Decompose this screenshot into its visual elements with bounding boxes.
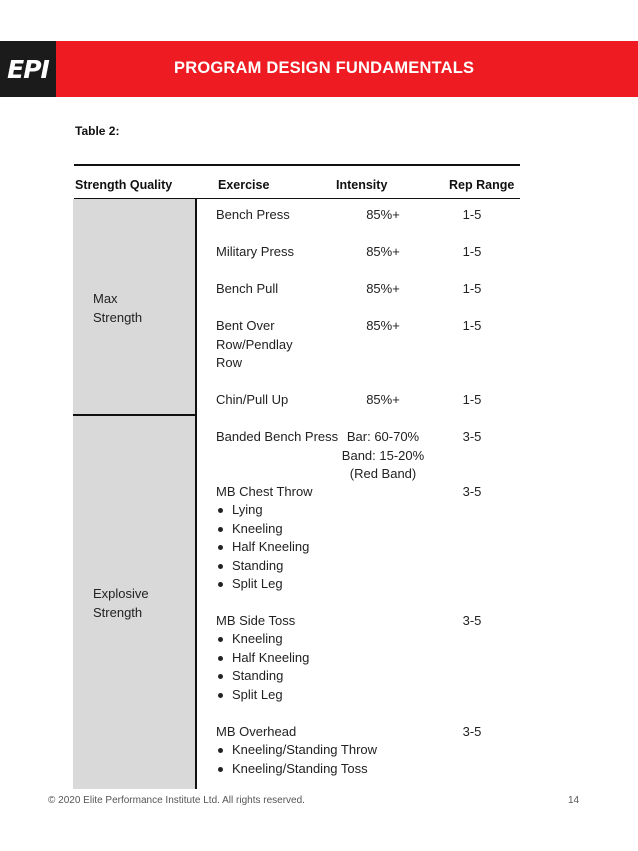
intensity-cell: 85%+	[366, 281, 400, 296]
intensity-cell	[337, 428, 429, 484]
intensity-line: Bar: 60-70%	[346, 429, 420, 444]
bullet-icon	[218, 508, 223, 513]
list-item-label: Split Leg	[232, 686, 283, 702]
group-separator	[73, 414, 197, 416]
epi-logo	[0, 41, 56, 97]
bullet-icon	[218, 748, 223, 753]
table-top-rule	[74, 164, 520, 166]
list-item-label: Standing	[232, 668, 284, 683]
exercise-cell: Bench Pull	[216, 281, 279, 296]
bullet-icon	[218, 564, 223, 569]
intensity-line: Band: 15-20%	[341, 447, 425, 463]
col-header-rep-range: Rep Range	[449, 178, 515, 192]
exercise-cell: MB Overhead	[216, 724, 297, 739]
bullet-list	[216, 501, 309, 594]
rep-range-cell: 3-5	[462, 429, 482, 444]
intensity-cell: 85%+	[366, 244, 400, 259]
list-item-label: Half Kneeling	[232, 539, 310, 554]
rep-range-cell: 3-5	[462, 484, 482, 499]
list-item-label: Kneeling/Standing Toss	[232, 760, 368, 776]
list-item	[216, 557, 309, 576]
list-item	[216, 630, 309, 649]
quality-label-max-strength	[93, 290, 142, 327]
exercise-line: Row	[216, 355, 243, 370]
col-header-exercise: Exercise	[218, 178, 270, 192]
list-item	[216, 760, 377, 779]
exercise-line: Row/Pendlay	[216, 336, 293, 352]
list-item-label: Half Kneeling	[232, 649, 310, 665]
list-item	[216, 686, 309, 705]
list-item	[216, 667, 309, 686]
header-banner	[0, 41, 638, 97]
page-title: PROGRAM DESIGN FUNDAMENTALS	[174, 59, 475, 77]
list-item	[216, 520, 309, 539]
intensity-line: (Red Band)	[349, 466, 417, 481]
col-header-strength-quality: Strength Quality	[75, 178, 173, 192]
list-item	[216, 538, 309, 557]
exercise-cell: Bench Press	[216, 207, 290, 222]
bullet-icon	[218, 545, 223, 550]
rep-range-cell: 1-5	[462, 318, 482, 333]
col-header-intensity: Intensity	[336, 178, 388, 192]
list-item	[216, 741, 377, 760]
bullet-icon	[218, 674, 223, 679]
intensity-cell: 85%+	[366, 392, 400, 407]
exercise-cell: Military Press	[216, 244, 295, 259]
rep-range-cell: 1-5	[462, 207, 482, 222]
rep-range-cell: 1-5	[462, 244, 482, 259]
quality-label-line: Strength	[93, 604, 143, 620]
quality-label-line: Strength	[93, 309, 143, 325]
rep-range-cell: 3-5	[462, 613, 482, 628]
list-item	[216, 649, 309, 668]
exercise-cell: Banded Bench Press	[216, 429, 339, 444]
bullet-icon	[218, 637, 223, 642]
list-item-label: Kneeling/Standing Throw	[232, 742, 378, 757]
list-item-label: Split Leg	[232, 576, 283, 591]
bullet-list	[216, 630, 309, 704]
footer-copyright: © 2020 Elite Performance Institute Ltd. All rights reserved.	[48, 795, 305, 806]
bullet-icon	[218, 582, 223, 587]
rep-range-cell: 1-5	[462, 392, 482, 407]
bullet-icon	[218, 527, 223, 532]
quality-label-line: Max	[93, 291, 118, 306]
list-item-label: Lying	[232, 502, 263, 517]
bullet-icon	[218, 693, 223, 698]
bullet-icon	[218, 767, 223, 772]
page-number: 14	[568, 795, 580, 806]
list-item-label: Kneeling	[232, 520, 283, 536]
exercise-cell: MB Chest Throw	[216, 484, 313, 499]
table-caption: Table 2:	[75, 124, 120, 138]
intensity-cell: 85%+	[366, 207, 400, 222]
list-item	[216, 501, 309, 520]
list-item	[216, 575, 309, 594]
exercise-line: Bent Over	[216, 318, 275, 333]
intensity-cell: 85%+	[366, 318, 400, 333]
column-divider	[195, 199, 197, 789]
exercise-cell: MB Side Toss	[216, 613, 296, 628]
bullet-list	[216, 741, 377, 778]
exercise-cell: Chin/Pull Up	[216, 392, 289, 407]
quality-label-explosive-strength	[93, 585, 149, 622]
rep-range-cell: 3-5	[462, 724, 482, 739]
list-item-label: Standing	[232, 557, 284, 573]
logo-text: EPI	[7, 54, 49, 84]
quality-label-line: Explosive	[93, 586, 149, 601]
rep-range-cell: 1-5	[462, 281, 482, 296]
list-item-label: Kneeling	[232, 631, 283, 646]
bullet-icon	[218, 656, 223, 661]
exercise-cell	[216, 317, 341, 373]
